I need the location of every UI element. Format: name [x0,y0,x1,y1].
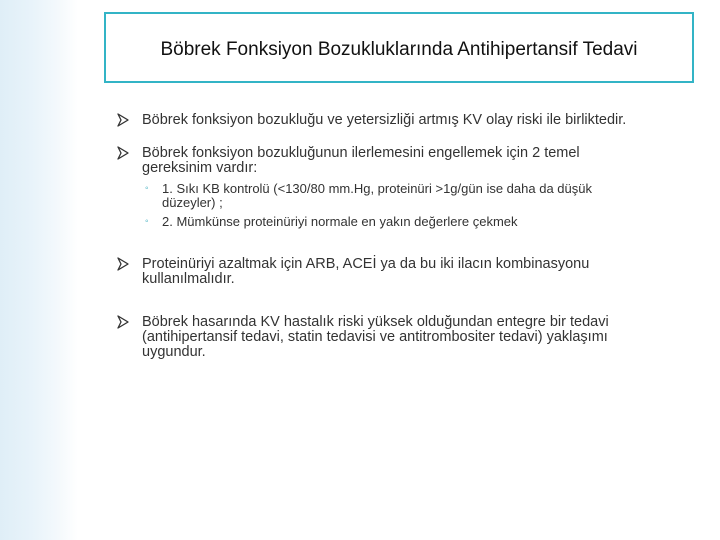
slide-title-box [104,12,694,83]
arrow-bullet-icon [116,146,130,160]
bullet-item-1: Böbrek fonksiyon bozukluğu ve yetersizliği artmış KV olay riski ile birliktedir. [142,112,627,128]
arrow-bullet-icon [116,257,130,271]
bullet-item-3: Proteinüriyi azaltmak için ARB, ACEİ ya da bu iki ilacın kombinasyonu kullanılmalıdır. [142,256,590,287]
arrow-bullet-icon [116,113,130,127]
slide-title: Böbrek Fonksiyon Bozukluklarında Antihipertansif Tedavi [160,38,638,60]
bullet-item-2: Böbrek fonksiyon bozukluğunun ilerlemesini engellemek için 2 temel gereksinim vardır: [142,145,580,176]
decorative-side-band [0,0,78,540]
arrow-bullet-icon [116,315,130,329]
ring-bullet-icon: ◦ [145,183,149,194]
sub-bullet-item-2: 2. Mümkünse proteinüriyi normale en yakın değerlere çekmek [162,214,518,229]
bullet-item-4: Böbrek hasarında KV hastalık riski yüksek olduğundan entegre bir tedavi (antihipertansif tedavi, statin tedavisi ve antitrombositer tedavi) yaklaşımı uygundur. [142,314,609,360]
ring-bullet-icon: ◦ [145,216,149,227]
sub-bullet-item-1: 1. Sıkı KB kontrolü (<130/80 mm.Hg, proteinüri >1g/gün ise daha da düşük düzeyler) ; [162,181,592,210]
